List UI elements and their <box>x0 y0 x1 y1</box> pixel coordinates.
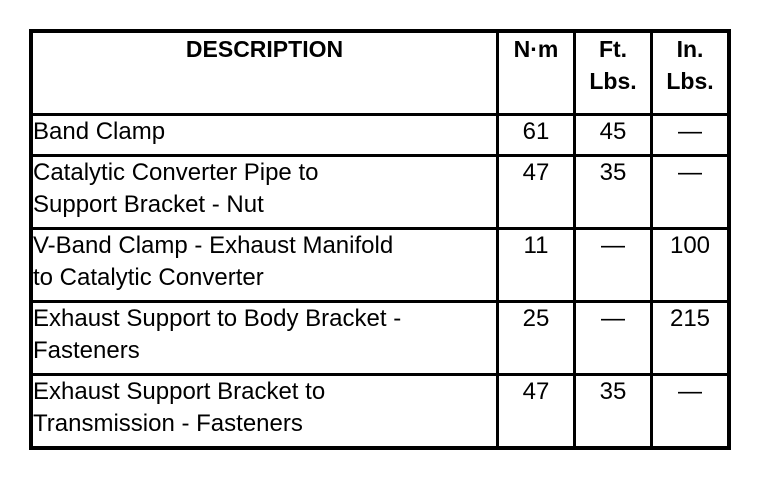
nm-cell: 61 <box>498 115 575 156</box>
header-in-lbs-line-2: Lbs. <box>666 68 714 94</box>
description-line: Exhaust Support to Body Bracket - <box>33 305 402 332</box>
description-line: Transmission - Fasteners <box>33 410 303 437</box>
ft-lbs-cell: — <box>575 302 652 375</box>
header-in-lbs-line-1: In. <box>676 36 704 62</box>
description-cell <box>32 302 498 375</box>
in-lbs-cell: 100 <box>652 229 729 302</box>
description-line: to Catalytic Converter <box>33 264 264 291</box>
ft-lbs-cell: 35 <box>575 156 652 229</box>
description-cell <box>32 115 498 156</box>
table-row <box>32 375 729 448</box>
in-lbs-cell: — <box>652 115 729 156</box>
torque-spec-table <box>30 30 730 449</box>
header-nm: N·m <box>498 32 575 115</box>
description-cell <box>32 229 498 302</box>
description-line: Exhaust Support Bracket to <box>33 378 326 405</box>
table-row <box>32 229 729 302</box>
ft-lbs-cell: 35 <box>575 375 652 448</box>
nm-cell: 25 <box>498 302 575 375</box>
in-lbs-cell: — <box>652 156 729 229</box>
nm-cell: 11 <box>498 229 575 302</box>
ft-lbs-cell: — <box>575 229 652 302</box>
header-ft-lbs <box>575 32 652 115</box>
header-ft-lbs-line-1: Ft. <box>598 36 628 62</box>
description-line: V-Band Clamp - Exhaust Manifold <box>33 232 394 259</box>
header-in-lbs <box>652 32 729 115</box>
description-cell <box>32 375 498 448</box>
header-ft-lbs-line-2: Lbs. <box>589 68 637 94</box>
description-line: Band Clamp <box>33 118 166 145</box>
table-row <box>32 115 729 156</box>
in-lbs-cell: — <box>652 375 729 448</box>
nm-cell: 47 <box>498 375 575 448</box>
description-cell <box>32 156 498 229</box>
header-description: DESCRIPTION <box>32 32 498 115</box>
description-line: Catalytic Converter Pipe to <box>33 159 319 186</box>
description-line: Support Bracket - Nut <box>33 191 264 218</box>
in-lbs-cell: 215 <box>652 302 729 375</box>
ft-lbs-cell: 45 <box>575 115 652 156</box>
description-line: Fasteners <box>33 337 140 364</box>
nm-cell: 47 <box>498 156 575 229</box>
header-row <box>32 32 729 115</box>
table-row <box>32 302 729 375</box>
table-row <box>32 156 729 229</box>
